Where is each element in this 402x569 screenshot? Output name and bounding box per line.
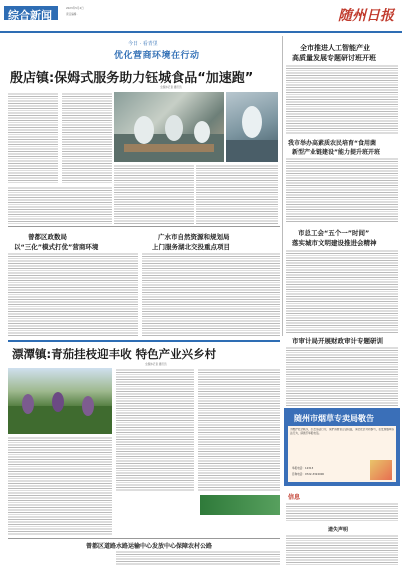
col-left-mid-title1: 曾都区政数局 — [28, 233, 67, 241]
ad-phone2: 咨询电话：0722-3322000 — [292, 473, 325, 476]
lead-byline: 全媒体记者 通讯员 — [160, 86, 182, 89]
masthead-rule — [0, 31, 402, 33]
bottom-right-brand: 信息 — [288, 494, 301, 501]
col-left-mid-body — [8, 252, 138, 336]
masthead — [0, 0, 402, 36]
bottom-right-label: 遗失声明 — [328, 527, 349, 533]
paper-name: 随州日报 — [338, 8, 394, 24]
right-mid-title1: 我市举办高素质农民培育“食用菌 — [288, 140, 376, 147]
bottom-story-body — [116, 550, 280, 566]
right-union-title2: 落实城市文明建设推进会精神 — [292, 239, 377, 247]
col-mid-mid-body — [142, 252, 280, 336]
editor-line: 责任编辑 · — [66, 13, 79, 16]
right-mid-title2: 新型产业链建设”能力提升班开班 — [292, 149, 380, 156]
factory-workers-image — [114, 92, 224, 162]
right-mid-body — [286, 157, 398, 222]
col-mid-mid-title2: 上门服务湖北交投重点项目 — [152, 243, 230, 251]
story2-body-mid1 — [116, 368, 194, 492]
story2-top-rule — [8, 340, 280, 342]
bottom-right-body — [286, 502, 398, 522]
right-court-body — [286, 346, 398, 406]
lead-body-col1b — [8, 186, 112, 224]
green-banner — [200, 495, 280, 515]
lead-body-col2 — [62, 92, 112, 184]
right-union-body — [286, 249, 398, 333]
bottom-story-title: 曾都区道路水路运输中心发放中心保障农村公路 — [86, 543, 213, 550]
right-court-title: 市审计局开展财政审计专题研训 — [292, 337, 383, 345]
story2-headline: 漂潭镇:青茄挂枝迎丰收 特色产业兴乡村 — [12, 347, 217, 361]
ad-block — [284, 408, 400, 486]
section-title: 综合新闻 — [8, 9, 52, 22]
lead-body-col3 — [114, 164, 194, 224]
ad-body: 为维护社会秩序，打击违法行为，保护消费者合法权益，请全社会共同参与，若发现烟草违法行为，请拨打举报电话。 — [290, 428, 394, 435]
banner-top: 今日 · 看青里 — [128, 41, 158, 47]
story2-body-left — [8, 436, 112, 536]
ad-phone1: 举报电话：12313 — [292, 467, 314, 470]
story2-body-mid2 — [198, 368, 280, 492]
story2-byline: 全媒体记者 通讯员 — [145, 363, 167, 366]
lead-photo-right — [226, 92, 278, 162]
lead-photo-large — [114, 92, 224, 162]
eggplant-field-image — [8, 368, 112, 434]
bottom-rule — [8, 538, 280, 539]
ad-image — [370, 460, 392, 480]
col-left-mid-title2: 以“三化”模式打优”营商环境 — [14, 243, 99, 251]
worker-image — [226, 92, 278, 162]
right-union-title1: 市总工会“五个一”时间” — [298, 229, 370, 237]
right-top-title1: 全市推进人工智能产业 — [300, 44, 370, 52]
mid-rule — [8, 226, 280, 227]
banner — [110, 40, 220, 62]
ad-title: 随州市烟草专卖局敬告 — [294, 414, 374, 423]
date-line: 2023年5月4日 — [66, 7, 84, 10]
col-mid-mid-title1: 广水市自然资源和规划局 — [158, 233, 230, 241]
lead-body-col4 — [196, 164, 278, 224]
right-top-title2: 高质量发展专题研讨班开班 — [292, 54, 376, 62]
bottom-right-body2 — [286, 534, 398, 566]
banner-bottom: 优化营商环境在行动 — [114, 51, 200, 61]
lead-headline: 殷店镇:保姆式服务助力钰城食品“加速跑” — [10, 71, 254, 86]
right-column-divider — [282, 36, 283, 336]
lead-body-col1 — [8, 92, 58, 184]
right-top-body — [286, 64, 398, 134]
story2-photo — [8, 368, 112, 434]
